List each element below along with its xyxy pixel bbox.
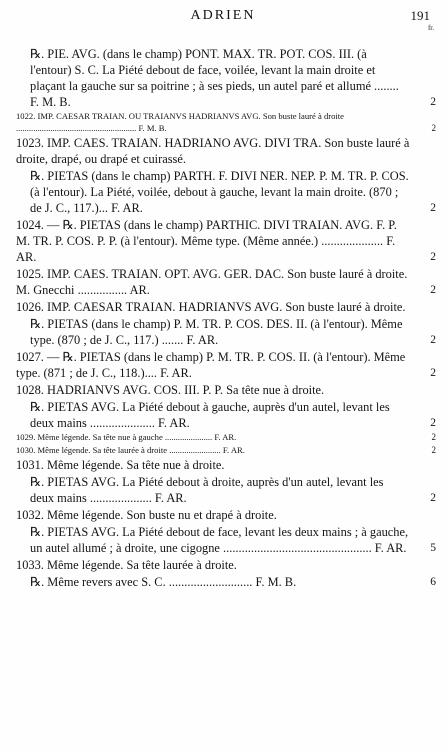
rarity-index: 5 bbox=[430, 542, 436, 555]
catalogue-entry bbox=[0, 135, 446, 167]
rarity-index: 2 bbox=[430, 492, 436, 505]
entry-text: ℞. PIETAS AVG. La Piété debout à droite, auprès d'un autel, levant les deux mains .................... F. AR. bbox=[30, 475, 384, 506]
rarity-index: 2 bbox=[430, 417, 436, 430]
catalogue-entry bbox=[0, 574, 446, 590]
entry-text: 1026. IMP. CAESAR TRAIAN. HADRIANVS AVG. Son buste lauré à droite. bbox=[16, 300, 406, 315]
rarity-index: 2 bbox=[431, 432, 436, 443]
entry-text: ℞. PIETAS AVG. La Piété debout à gauche, auprès d'un autel, levant les deux mains ..................... F. AR. bbox=[30, 400, 390, 431]
entry-text: 1028. HADRIANVS AVG. COS. III. P. P. Sa tête nue à droite. bbox=[16, 383, 325, 398]
entry-text: 1031. Même légende. Sa tête nue à droite. bbox=[16, 458, 225, 473]
rarity-index: 2 bbox=[431, 444, 436, 455]
rarity-index: 2 bbox=[430, 96, 436, 108]
entry-text: ℞. PIETAS AVG. La Piété debout de face, levant les deux mains ; à gauche, un autel allumé ; à droite, une cigogne ................................................ F. AR. bbox=[30, 525, 409, 556]
catalogue-entry bbox=[0, 524, 446, 556]
catalogue-entry bbox=[0, 507, 446, 523]
entry-text: 1030. Même légende. Sa tête laurée à droite ........................ F. AR. bbox=[16, 444, 245, 455]
entry-text: ℞. Même revers avec S. C. ........................... F. M. B. bbox=[30, 575, 297, 590]
page-number: 191 bbox=[410, 8, 430, 23]
entry-text: 1033. Même légende. Sa tête laurée à droite. bbox=[16, 558, 237, 573]
catalogue-entry bbox=[0, 382, 446, 398]
catalogue-entry bbox=[0, 217, 446, 265]
page-signature-mark: fr. bbox=[427, 24, 434, 32]
catalogue-entries bbox=[0, 46, 446, 591]
catalogue-entry bbox=[0, 111, 446, 134]
catalogue-entry bbox=[0, 432, 446, 444]
entry-text: ℞. PIE. AVG. (dans le champ) PONT. MAX. TR. POT. COS. III. (à l'entour) S. C. La Piété debout de face, voilée, levant la main droite et plaçant la gauche sur sa poitrine ; à ses pieds, un autel paré et allumé ........ F. M. B. bbox=[30, 47, 399, 109]
rarity-index: 2 bbox=[431, 122, 436, 133]
entry-text: 1022. IMP. CAESAR TRAIAN. OU TRAIANVS HADRIANVS AVG. Son buste lauré à droite ........................................................ F. M. B. bbox=[16, 111, 344, 133]
catalogue-entry bbox=[0, 349, 446, 381]
rarity-index: 6 bbox=[430, 576, 436, 589]
rarity-index: 2 bbox=[430, 202, 436, 215]
rarity-index: 2 bbox=[430, 334, 436, 347]
entry-text: 1023. IMP. CAES. TRAIAN. HADRIANO AVG. DIVI TRA. Son buste lauré à droite, drapé, ou drapé et cuirassé. bbox=[16, 136, 410, 167]
page-header bbox=[0, 8, 446, 44]
entry-text: 1032. Même légende. Son buste nu et drapé à droite. bbox=[16, 508, 277, 523]
rarity-index: 2 bbox=[430, 251, 436, 264]
rarity-index: 2 bbox=[430, 367, 436, 380]
running-title: ADRIEN bbox=[190, 8, 256, 23]
catalogue-entry bbox=[0, 168, 446, 216]
entry-text: 1025. IMP. CAES. TRAIAN. OPT. AVG. GER. DAC. Son buste lauré à droite. M. Gnecchi ................ AR. bbox=[16, 267, 408, 298]
catalogue-entry bbox=[0, 316, 446, 348]
catalogue-entry bbox=[0, 445, 446, 457]
entry-text: 1027. — ℞. PIETAS (dans le champ) P. M. TR. P. COS. II. (à l'entour). Même type. (871 ; de J. C., 118.).... F. AR. bbox=[16, 350, 406, 381]
catalogue-entry bbox=[0, 299, 446, 315]
entry-text: ℞. PIETAS (dans le champ) P. M. TR. P. COS. DES. II. (à l'entour). Même type. (870 ; de J. C., 117.) ....... F. AR. bbox=[30, 317, 403, 348]
catalogue-entry bbox=[0, 557, 446, 573]
entry-text: 1024. — ℞. PIETAS (dans le champ) PARTHIC. DIVI TRAIAN. AVG. F. P. M. TR. P. COS. P. P. (à l'entour). Même type. (Même année.) .................... F. AR. bbox=[16, 218, 397, 265]
catalogue-entry bbox=[0, 457, 446, 473]
catalogue-entry bbox=[0, 46, 446, 110]
catalogue-entry bbox=[0, 474, 446, 506]
entry-text: ℞. PIETAS (dans le champ) PARTH. F. DIVI NER. NEP. P. M. TR. P. COS. (à l'entour). La Piété, voilée, debout à gauche, levant la main droite. (870 ; de J. C., 117.)... F. AR. bbox=[30, 169, 409, 216]
catalogue-entry bbox=[0, 266, 446, 298]
entry-text: 1029. Même légende. Sa tête nue à gauche ...................... F. AR. bbox=[16, 432, 237, 443]
catalogue-entry bbox=[0, 399, 446, 431]
rarity-index: 2 bbox=[430, 284, 436, 297]
